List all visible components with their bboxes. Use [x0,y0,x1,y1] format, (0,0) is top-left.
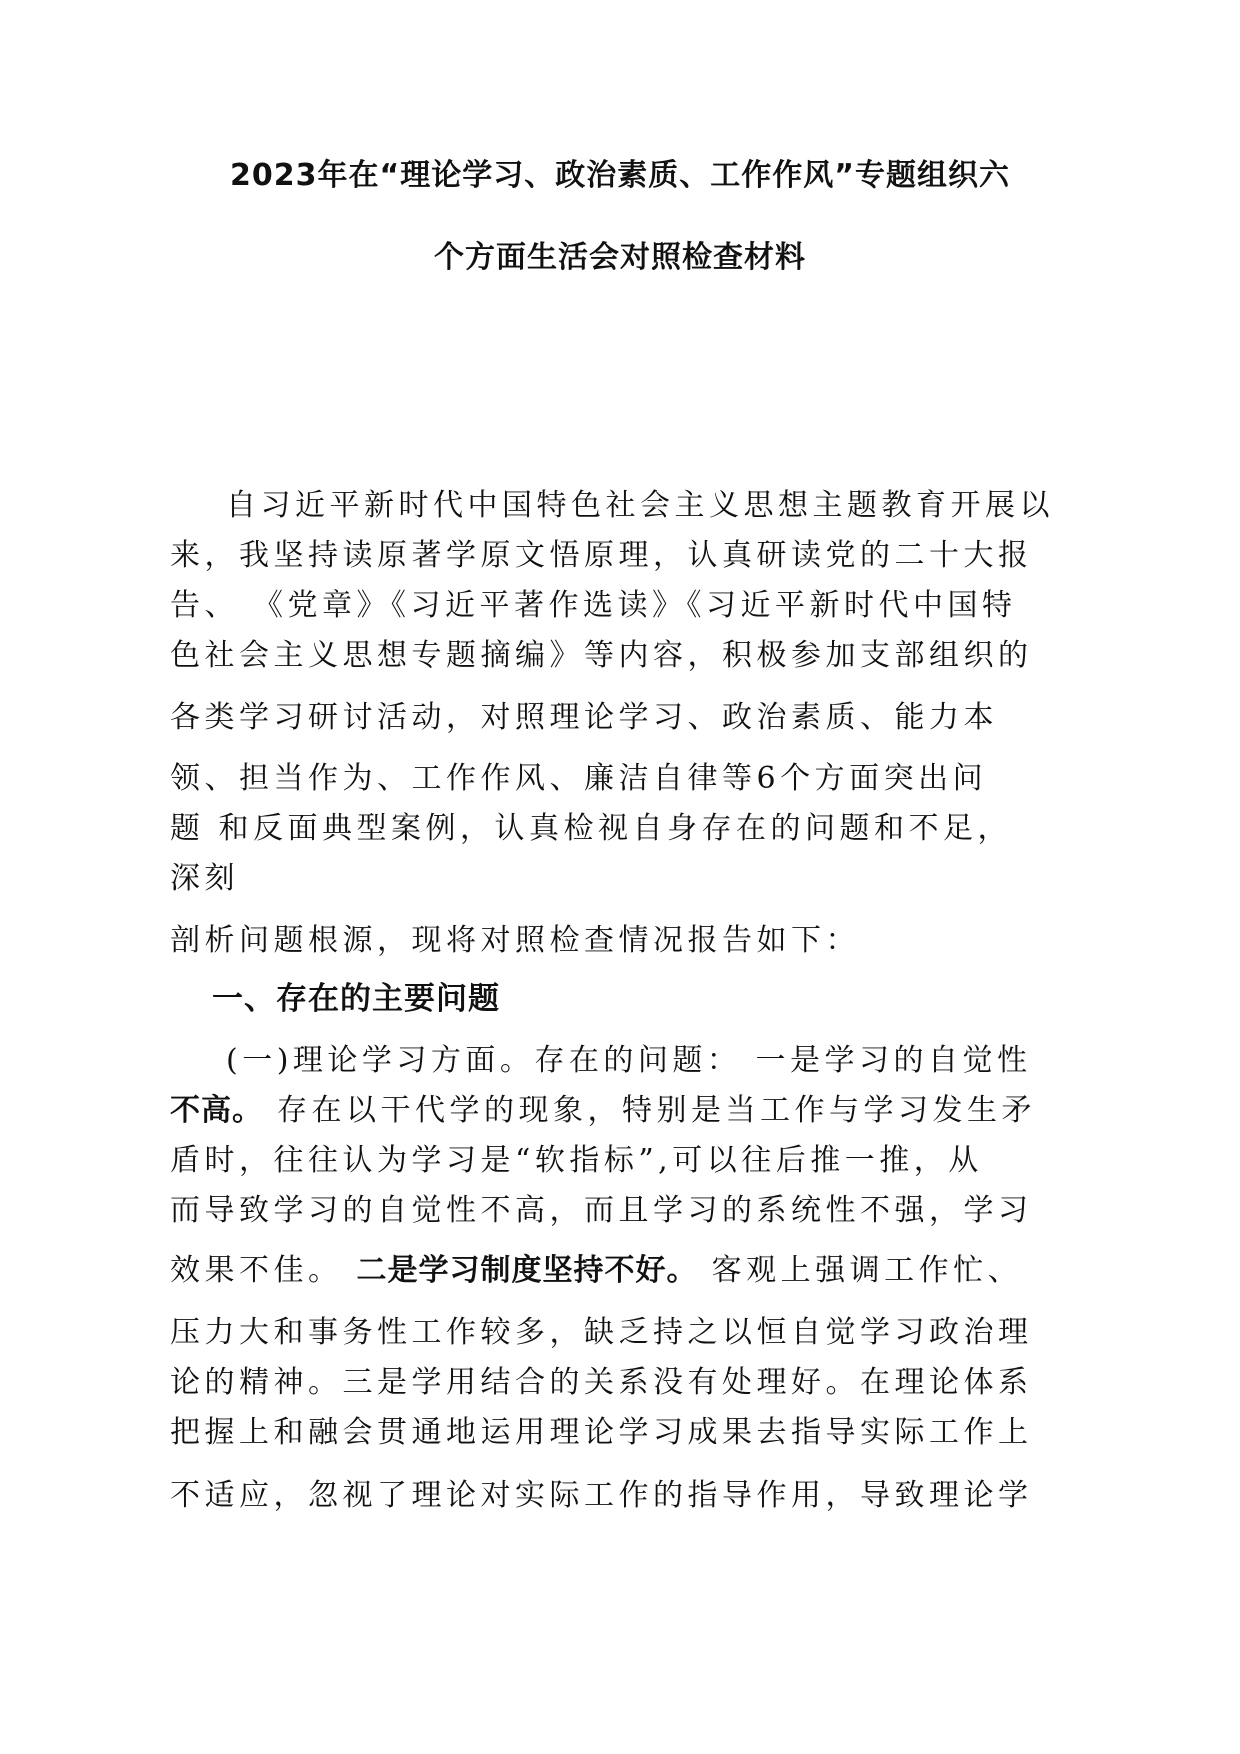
paragraph-line [170,1085,1036,1129]
intro-line: 题 和反面典型案例，认真检视自身存在的问题和不足， [170,811,1013,846]
paragraph-line: 把握上和融会贯通地运用理论学习成果去指导实际工作上 [170,1415,1033,1450]
paragraph-line: 论的精神。三是学用结合的关系没有处理好。在理论体系 [170,1365,1033,1400]
intro-line: 告、 《党章》《习近平著作选读》《习近平新时代中国特 [170,588,1017,623]
intro-line: 来，我坚持读原著学原文悟原理，认真研读党的二十大报 [170,538,1033,573]
paragraph-line: 压力大和事务性工作较多，缺乏持之以恒自觉学习政治理 [170,1315,1033,1350]
text-run: 效果不佳。 [170,1253,357,1288]
bold-phrase: 不高。 [170,1093,263,1128]
document-title-line-1: 2023年在“理论学习、政治素质、工作作风”专题组织六 [230,158,1010,193]
paragraph-line: 不适应，忽视了理论对实际工作的指导作用，导致理论学 [170,1478,1033,1513]
intro-line: 剖析问题根源，现将对照检查情况报告如下： [170,923,860,958]
intro-line: 自习近平新时代中国特色社会主义思想主题教育开展以 [226,488,1054,523]
text-run: 存在以干代学的现象，特别是当工作与学习发生矛 [263,1093,1037,1128]
intro-line: 色社会主义思想专题摘编》等内容，积极参加支部组织的 [170,638,1033,673]
text-run: 客观上强调工作忙、 [697,1253,1023,1288]
paragraph-line: (一)理论学习方面。存在的问题： 一是学习的自觉性 [226,1043,1032,1078]
paragraph-line: 而导致学习的自觉性不高，而且学习的系统性不强，学习 [170,1193,1033,1228]
paragraph-line: 盾时，往往认为学习是“软指标”,可以往后推一推，从 [170,1143,983,1178]
intro-line: 领、担当作为、工作作风、廉洁自律等6个方面突出问 [170,761,988,796]
intro-line: 深刻 [170,861,239,896]
paragraph-line [170,1245,1022,1289]
bold-phrase: 二是学习制度坚持不好。 [356,1253,698,1288]
document-title-line-2: 个方面生活会对照检查材料 [434,240,806,275]
intro-line: 各类学习研讨活动，对照理论学习、政治素质、能力本 [170,700,998,735]
section-heading: 一、存在的主要问题 [212,981,500,1017]
